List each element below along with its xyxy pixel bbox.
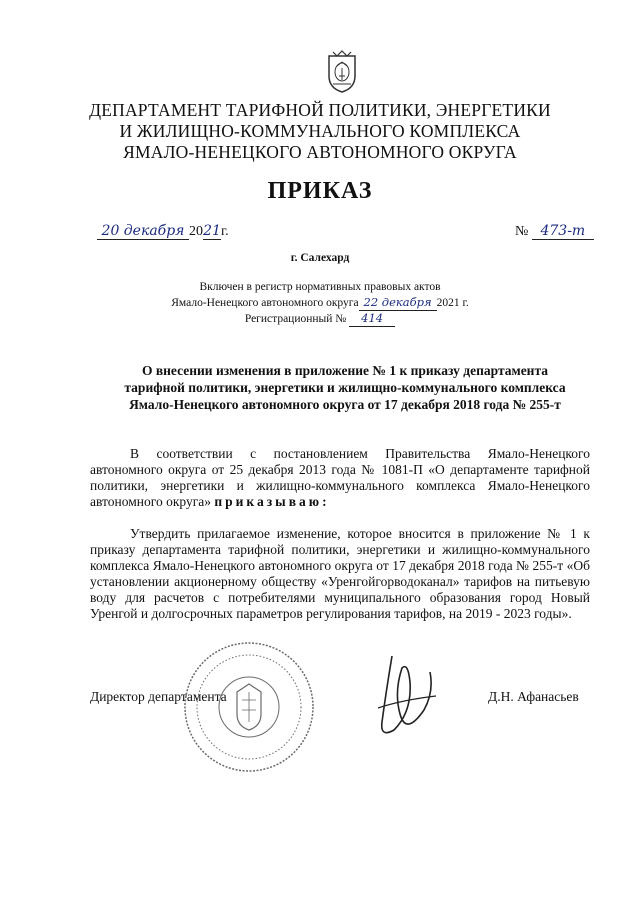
preamble-paragraph bbox=[90, 446, 590, 510]
signatory-position: Директор департамента bbox=[90, 689, 227, 704]
registration-date-handwritten: 22 декабря bbox=[359, 295, 437, 311]
registration-region: Ямало-Ненецкого автономного округа bbox=[171, 297, 359, 309]
order-year-suffix: г. bbox=[221, 224, 229, 239]
coat-of-arms-emblem bbox=[325, 50, 359, 94]
order-date bbox=[97, 223, 229, 240]
handwritten-signature bbox=[372, 652, 442, 744]
subject-line-3: Ямало-Ненецкого автономного округа от 17 декабря 2018 года № 255-т bbox=[129, 397, 561, 412]
order-year-prefix: 20 bbox=[189, 224, 203, 239]
subject-line-1: О внесении изменения в приложение № 1 к приказу департамента bbox=[141, 363, 549, 378]
department-line-3: ЯМАЛО-НЕНЕЦКОГО АВТОНОМНОГО ОКРУГА bbox=[123, 142, 517, 162]
registration-year: 2021 г. bbox=[436, 297, 469, 309]
order-number-prefix: № bbox=[515, 224, 529, 239]
order-subject bbox=[100, 362, 590, 413]
order-number bbox=[515, 223, 594, 240]
order-number-handwritten: 473-т bbox=[532, 223, 594, 240]
department-line-1: ДЕПАРТАМЕНТ ТАРИФНОЙ ПОЛИТИКИ, ЭНЕРГЕТИКИ bbox=[89, 100, 551, 120]
preamble-text: В соответствии с постановлением Правительства Ямало-Ненецкого автономного округа от 25 декабря 2013 года № 1081-П «О департаменте тарифной политики, энергетики и жилищно-коммунального комплекса Ямало-Ненецкого автономного округа» bbox=[90, 446, 590, 509]
official-seal-stamp bbox=[182, 640, 317, 775]
registration-block bbox=[0, 280, 640, 327]
department-header bbox=[0, 100, 640, 163]
registration-number-label: Регистрационный № bbox=[244, 313, 347, 325]
city: г. Салехард bbox=[290, 252, 350, 264]
order-year-handwritten: 21 bbox=[203, 223, 221, 239]
registration-line-2 bbox=[0, 295, 640, 311]
registration-line-1: Включен в регистр нормативных правовых актов bbox=[199, 281, 441, 293]
signatory-name: Д.Н. Афанасьев bbox=[488, 689, 579, 704]
registration-line-3 bbox=[0, 311, 640, 327]
command-word: приказываю: bbox=[214, 494, 330, 509]
decision-paragraph: Утвердить прилагаемое изменение, которое вносится в приложение № 1 к приказу департамента тарифной политики, энергетики и жилищно-коммунального комплекса Ямало-Ненецкого автономного округа от 17 декабря 2018 года № 255-т «Об установлении акционерному обществу «Уренгойгорводоканал» тарифов на питьевую воду для расчетов с потребителями муниципального образования город Новый Уренгой и долгосрочных параметров регулирования тарифов, на 2019 - 2023 годы». bbox=[90, 526, 590, 621]
subject-line-2: тарифной политики, энергетики и жилищно-коммунального комплекса bbox=[124, 380, 566, 395]
registration-number-handwritten: 414 bbox=[349, 311, 395, 327]
document-type-title: ПРИКАЗ bbox=[267, 178, 373, 204]
department-line-2: И ЖИЛИЩНО-КОММУНАЛЬНОГО КОМПЛЕКСА bbox=[119, 121, 521, 141]
order-date-handwritten: 20 декабря bbox=[97, 223, 189, 240]
